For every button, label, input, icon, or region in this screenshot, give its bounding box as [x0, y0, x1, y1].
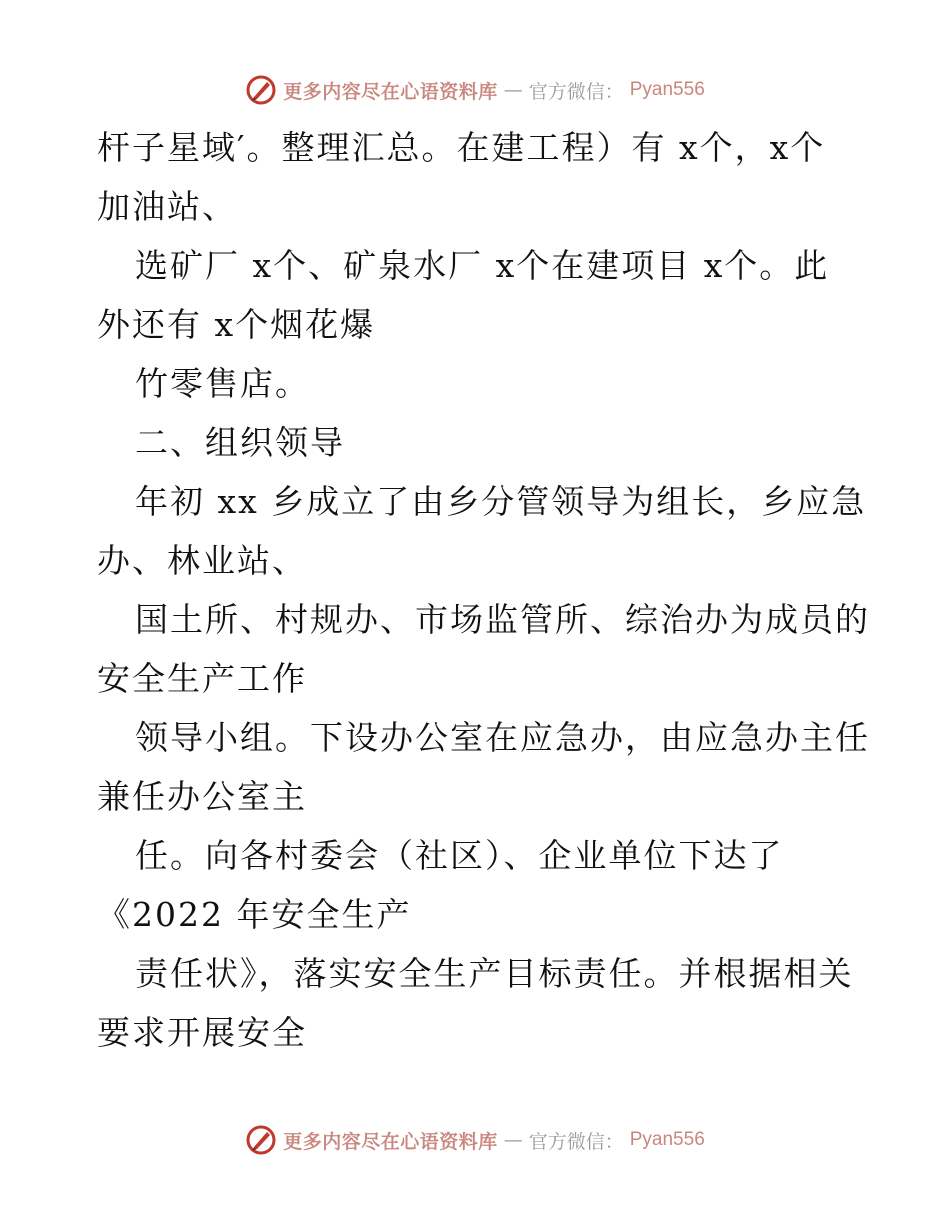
text-line: 选矿厂 x个、矿泉水厂 x个在建项目 x个。此 [135, 246, 830, 285]
watermark-sub-text: 官方微信： [528, 1130, 624, 1153]
text-line: 《2022 年安全生产 [97, 895, 412, 934]
text-line: 国土所、村规办、市场监管所、综治办为成员的 [135, 600, 870, 639]
pen-logo-icon [245, 1124, 277, 1156]
watermark-account: Pyan556 [629, 1129, 705, 1150]
text-line: 要求开展安全 [97, 1013, 307, 1052]
text-line: 安全生产工作 [97, 659, 307, 698]
text-line: 加油站、 [97, 187, 237, 226]
header-watermark [0, 70, 950, 110]
text-line: 竹零售店。 [135, 364, 310, 403]
watermark-sub-text: 官方微信： [528, 80, 624, 103]
text-line: 责任状》，落实安全生产目标责任。并根据相关 [135, 954, 854, 993]
text-line: 兼任办公室主 [97, 777, 307, 816]
text-line: 任。向各村委会（社区）、企业单位下达了 [135, 836, 784, 875]
text-line: 办、林业站、 [97, 541, 307, 580]
text-line: 杆子星域′。整理汇总。在建工程）有 x个，x个 [97, 128, 826, 167]
watermark-account: Pyan556 [629, 79, 705, 100]
watermark-dash: — [503, 1129, 523, 1151]
text-line: 年初 xx 乡成立了由乡分管领导为组长，乡应急 [135, 482, 867, 521]
text-line: 外还有 x个烟花爆 [97, 305, 376, 344]
text-line: 领导小组。下设办公室在应急办，由应急办主任 [135, 718, 870, 757]
document-body [97, 118, 870, 1062]
pen-logo-icon [245, 74, 277, 106]
watermark-main-text: 更多内容尽在心语资料库 [283, 80, 498, 103]
watermark-dash: — [503, 79, 523, 101]
footer-watermark [0, 1120, 950, 1160]
watermark-main-text: 更多内容尽在心语资料库 [283, 1130, 498, 1153]
section-heading: 二、组织领导 [135, 423, 345, 462]
